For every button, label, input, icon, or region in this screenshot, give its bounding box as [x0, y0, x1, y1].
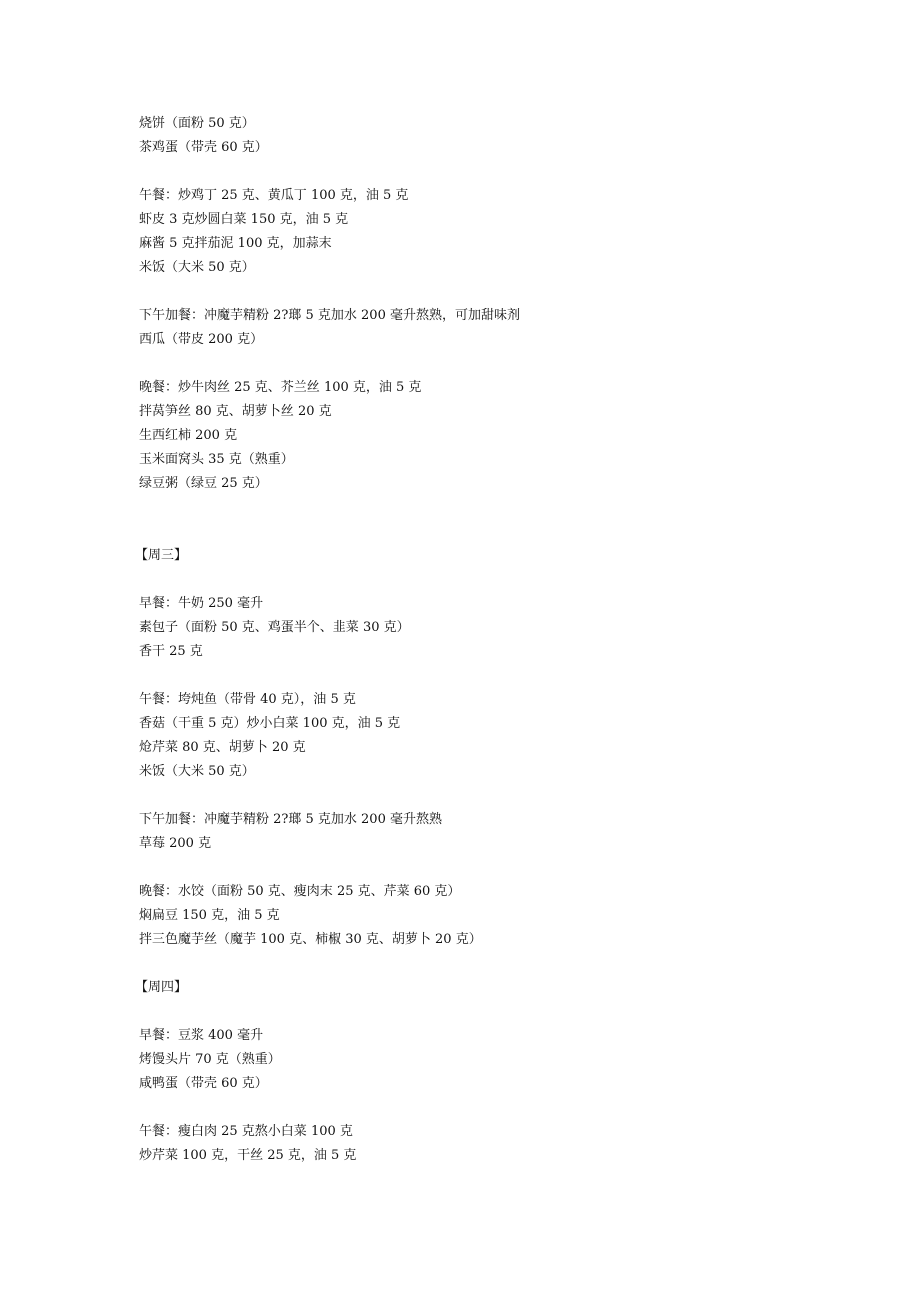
text-line: 炒芹菜 100 克，干丝 25 克，油 5 克 — [139, 1148, 357, 1163]
menu-text-body — [135, 112, 839, 1168]
text-line: 拌莴笋丝 80 克、胡萝卜丝 20 克 — [139, 404, 332, 419]
text-line: 咸鸭蛋（带壳 60 克） — [139, 1076, 268, 1091]
text-line: 晚餐：水饺（面粉 50 克、瘦肉末 25 克、芹菜 60 克） — [139, 884, 461, 899]
text-line: 午餐：瘦白肉 25 克熬小白菜 100 克 — [139, 1124, 353, 1139]
text-line: 下午加餐：冲魔芋精粉 2?瑯 5 克加水 200 毫升熬熟 — [139, 812, 442, 827]
text-line: 麻酱 5 克拌茄泥 100 克，加蒜末 — [139, 236, 332, 251]
section-heading: 【周三】 — [135, 548, 188, 563]
blank-line — [139, 952, 839, 976]
blank-line — [139, 352, 839, 376]
section-heading: 【周四】 — [135, 980, 188, 995]
text-line: 茶鸡蛋（带壳 60 克） — [139, 140, 268, 155]
text-line: 米饭（大米 50 克） — [139, 260, 255, 275]
text-line: 玉米面窝头 35 克（熟重） — [139, 452, 294, 467]
text-line: 绿豆粥（绿豆 25 克） — [139, 476, 268, 491]
blank-line — [139, 784, 839, 808]
text-line: 早餐：豆浆 400 毫升 — [139, 1028, 264, 1043]
text-line: 虾皮 3 克炒圆白菜 150 克，油 5 克 — [139, 212, 349, 227]
text-line: 米饭（大米 50 克） — [139, 764, 255, 779]
text-line: 素包子（面粉 50 克、鸡蛋半个、韭菜 30 克） — [139, 620, 410, 635]
blank-line — [139, 280, 839, 304]
text-line: 生西红柿 200 克 — [139, 428, 238, 443]
text-line: 炝芹菜 80 克、胡萝卜 20 克 — [139, 740, 306, 755]
text-line: 草莓 200 克 — [139, 836, 212, 851]
blank-line — [139, 664, 839, 688]
text-line: 午餐：垮炖鱼（带骨 40 克），油 5 克 — [139, 692, 356, 707]
text-line: 晚餐：炒牛肉丝 25 克、芥兰丝 100 克，油 5 克 — [139, 380, 422, 395]
text-line: 早餐：牛奶 250 毫升 — [139, 596, 264, 611]
text-line: 西瓜（带皮 200 克） — [139, 332, 264, 347]
text-line: 香干 25 克 — [139, 644, 203, 659]
text-line: 下午加餐：冲魔芋精粉 2?瑯 5 克加水 200 毫升熬熟，可加甜味剂 — [139, 308, 520, 323]
text-line: 午餐：炒鸡丁 25 克、黄瓜丁 100 克，油 5 克 — [139, 188, 409, 203]
text-line: 拌三色魔芋丝（魔芋 100 克、柿椒 30 克、胡萝卜 20 克） — [139, 932, 482, 947]
text-line: 烧饼（面粉 50 克） — [139, 116, 255, 131]
blank-line — [139, 568, 839, 592]
blank-line — [139, 520, 839, 544]
blank-line — [139, 1000, 839, 1024]
text-line: 香菇（干重 5 克）炒小白菜 100 克，油 5 克 — [139, 716, 401, 731]
blank-line — [139, 496, 839, 520]
text-line: 焖扁豆 150 克，油 5 克 — [139, 908, 280, 923]
blank-line — [139, 856, 839, 880]
text-line: 烤馒头片 70 克（熟重） — [139, 1052, 281, 1067]
blank-line — [139, 160, 839, 184]
blank-line — [139, 1096, 839, 1120]
